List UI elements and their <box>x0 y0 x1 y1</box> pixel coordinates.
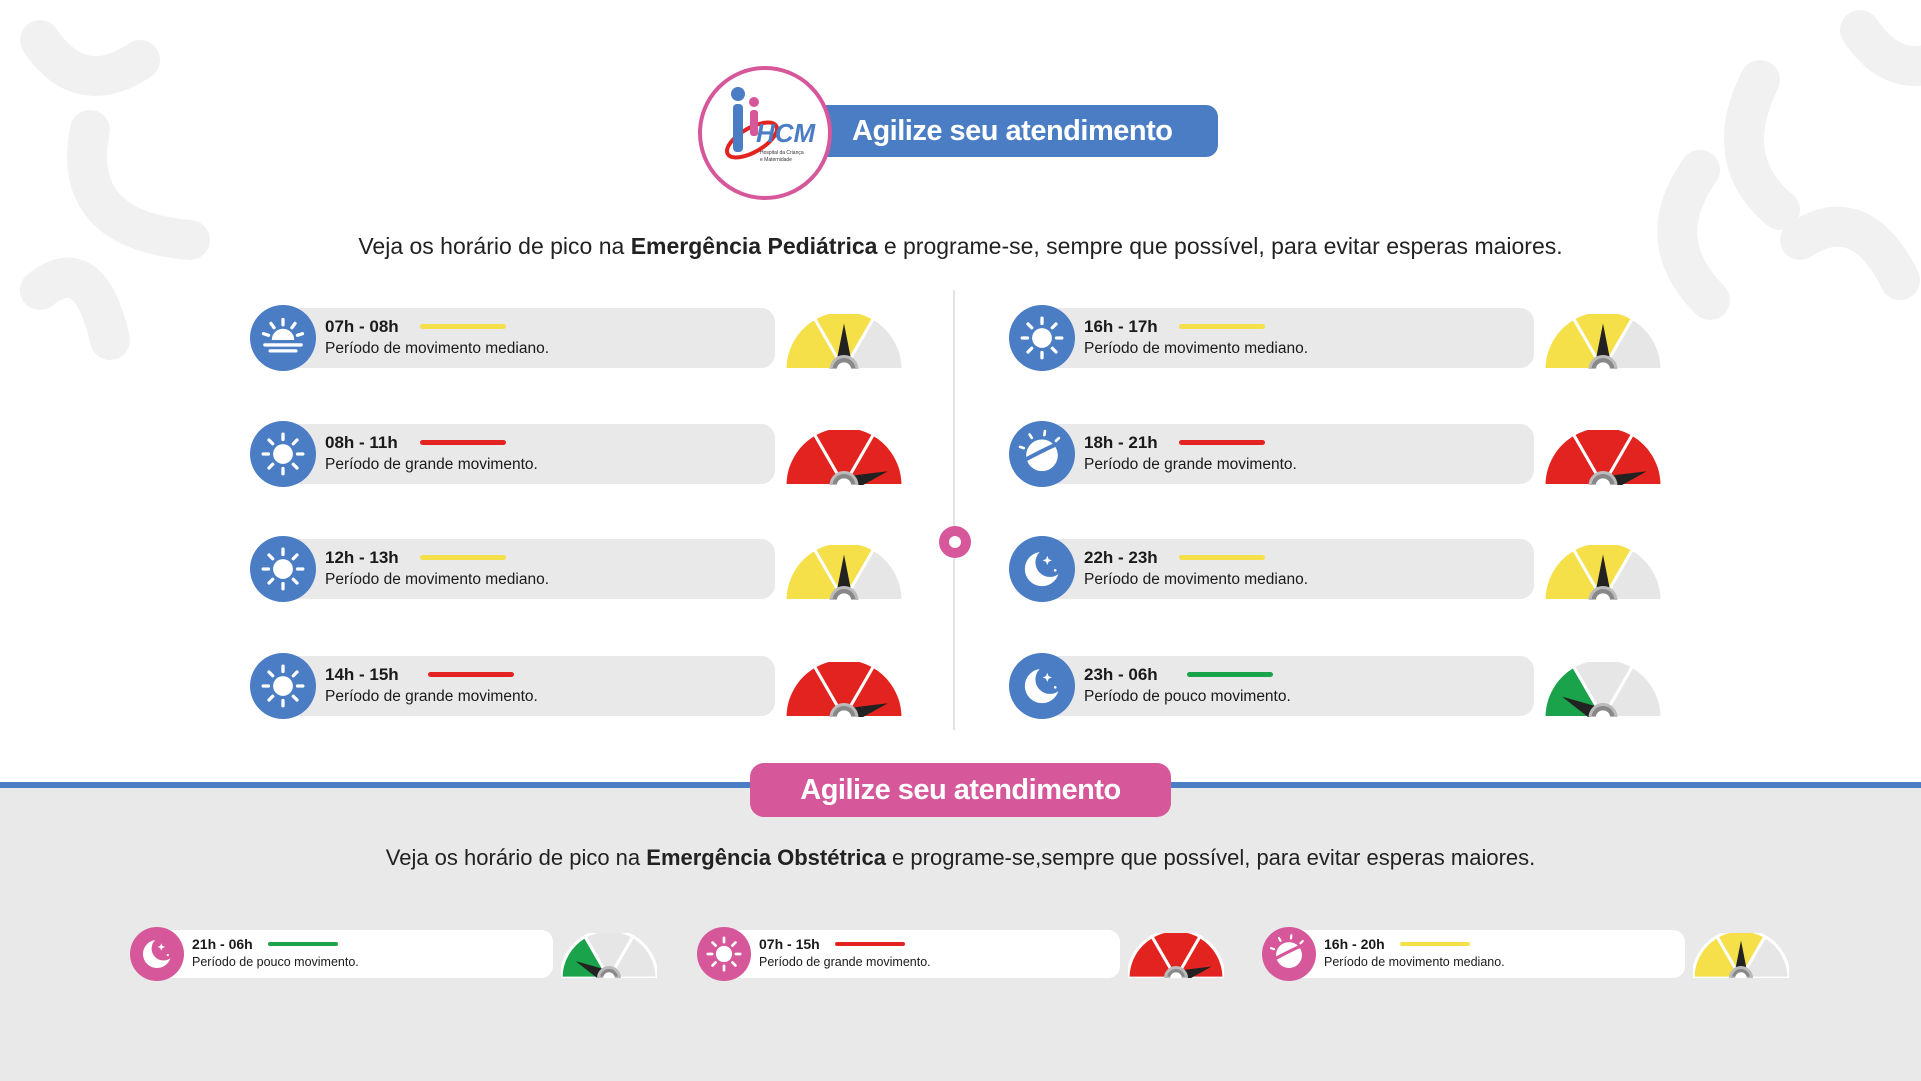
movement-gauge <box>1544 545 1662 605</box>
level-bar <box>1400 942 1470 946</box>
movement-gauge <box>1544 430 1662 490</box>
movement-gauge <box>785 314 903 374</box>
level-bar <box>1179 324 1265 329</box>
time-range: 23h - 06h <box>1084 665 1158 684</box>
schedule-card <box>283 308 775 368</box>
movement-gauge <box>1544 314 1662 374</box>
level-bar <box>835 942 905 946</box>
obstetric-title: Agilize seu atendimento <box>800 774 1121 806</box>
time-range: 14h - 15h <box>325 665 399 684</box>
schedule-card <box>283 539 775 599</box>
hcm-logo <box>698 66 832 200</box>
svg-text:e Maternidade: e Maternidade <box>760 157 792 163</box>
schedule-card <box>1290 930 1685 978</box>
period-description: Período de movimento mediano. <box>1084 571 1309 588</box>
time-range: 12h - 13h <box>325 548 399 567</box>
time-range: 16h - 17h <box>1084 317 1158 336</box>
time-range: 08h - 11h <box>325 433 398 452</box>
column-divider <box>953 290 955 730</box>
schedule-card <box>1042 308 1534 368</box>
sunrise-icon <box>250 305 316 371</box>
obstetric-intro: Veja os horário de pico na Emergência Obstétrica e programe-se,sempre que possível, para evitar esperas maiores. <box>385 845 1536 870</box>
sun-icon <box>1009 305 1075 371</box>
hcm-logo-icon <box>702 70 828 196</box>
svg-text:HCM: HCM <box>756 118 816 148</box>
level-bar <box>420 440 506 445</box>
schedule-card <box>283 656 775 716</box>
center-dot-decoration <box>939 526 971 558</box>
period-description: Período de pouco movimento. <box>192 955 359 969</box>
time-range: 16h - 20h <box>1324 936 1385 952</box>
level-bar <box>420 555 506 560</box>
movement-gauge <box>1128 933 1224 983</box>
moon-icon <box>1009 653 1075 719</box>
period-description: Período de grande movimento. <box>759 955 931 969</box>
schedule-card <box>1042 424 1534 484</box>
moon-icon <box>130 927 184 981</box>
period-description: Período de grande movimento. <box>1084 456 1297 473</box>
schedule-card <box>283 424 775 484</box>
schedule-card <box>1042 539 1534 599</box>
level-bar <box>268 942 338 946</box>
period-description: Período de movimento mediano. <box>1084 340 1309 357</box>
level-bar <box>1179 555 1265 560</box>
svg-text:Hospital da Criança: Hospital da Criança <box>760 150 804 156</box>
period-description: Período de movimento mediano. <box>325 340 550 357</box>
time-range: 07h - 08h <box>325 317 399 336</box>
movement-gauge <box>785 430 903 490</box>
pediatric-intro: Veja os horário de pico na Emergência Pediátrica e programe-se, sempre que possível, para evitar esperas maiores. <box>358 233 1563 259</box>
sun-icon <box>697 927 751 981</box>
period-description: Período de pouco movimento. <box>1084 688 1291 705</box>
time-range: 18h - 21h <box>1084 433 1158 452</box>
period-description: Período de grande movimento. <box>325 688 538 705</box>
movement-gauge <box>785 662 903 722</box>
schedule-card <box>1042 656 1534 716</box>
obstetric-title-banner <box>750 763 1171 817</box>
period-description: Período de grande movimento. <box>325 456 538 473</box>
level-bar <box>1179 440 1265 445</box>
time-range: 07h - 15h <box>759 936 820 952</box>
movement-gauge <box>1544 662 1662 722</box>
header-title: Agilize seu atendimento <box>852 115 1173 147</box>
sun-icon <box>250 653 316 719</box>
bottom-section <box>0 785 1921 1081</box>
sun-icon <box>250 536 316 602</box>
level-bar <box>1187 672 1273 677</box>
sun-icon <box>250 421 316 487</box>
header-title-banner <box>820 105 1218 157</box>
level-bar <box>428 672 514 677</box>
level-bar <box>420 324 506 329</box>
period-description: Período de movimento mediano. <box>325 571 550 588</box>
time-range: 21h - 06h <box>192 936 253 952</box>
period-description: Período de movimento mediano. <box>1324 955 1505 969</box>
sunset-icon <box>1262 927 1316 981</box>
schedule-card <box>725 930 1120 978</box>
time-range: 22h - 23h <box>1084 548 1158 567</box>
movement-gauge <box>1693 933 1789 983</box>
moon-icon <box>1009 536 1075 602</box>
sunset-icon <box>1009 421 1075 487</box>
schedule-card <box>158 930 553 978</box>
movement-gauge <box>561 933 657 983</box>
movement-gauge <box>785 545 903 605</box>
